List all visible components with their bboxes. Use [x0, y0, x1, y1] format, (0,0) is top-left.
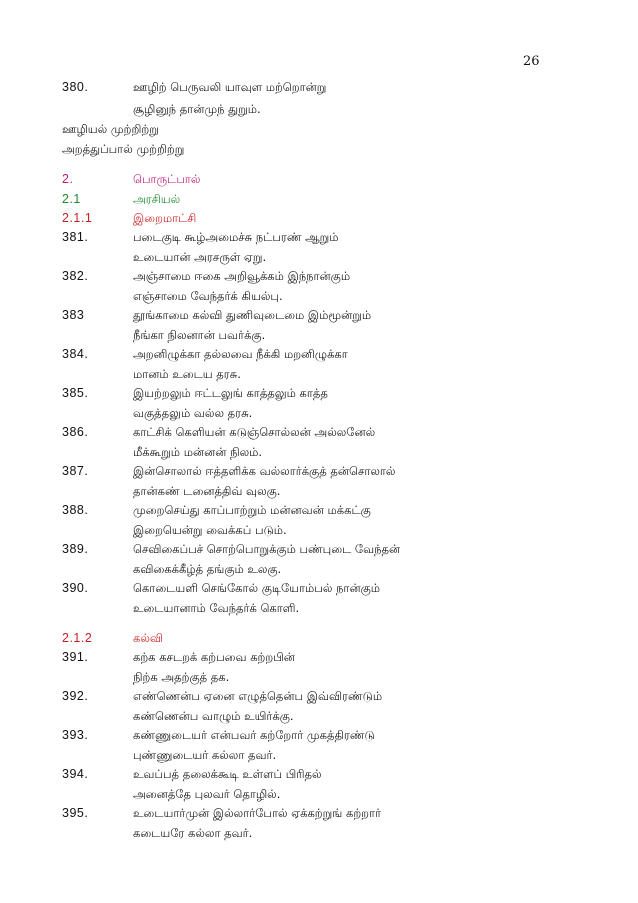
verse-number: 380. — [62, 80, 89, 94]
subsection-number: 2.1.1 — [62, 211, 93, 225]
subsection-title: இறைமாட்சி — [133, 211, 197, 225]
closing-text: அறத்துப்பால் முற்றிற்று — [62, 142, 185, 156]
verse-line-2: நீங்கா நிலனான் பவர்க்கு. — [133, 328, 266, 342]
verse-number: 382. — [62, 269, 89, 283]
verse-number: 384. — [62, 347, 89, 361]
verse-line-1: கண்ணுடையர் என்பவர் கற்றோர் முகத்திரண்டு — [133, 728, 375, 742]
verse-number: 394. — [62, 767, 89, 781]
verse-number: 393. — [62, 728, 89, 742]
chapter-title: பொருட்பால் — [133, 172, 201, 186]
verse-number: 391. — [62, 650, 89, 664]
verse-line-1: இயற்றலும் ஈட்டலுங் காத்தலும் காத்த — [133, 386, 328, 400]
verse-line-1: ஊழிற் பெருவலி யாவுள மற்றொன்று — [133, 80, 327, 94]
verse-line-1: உவப்பத் தலைக்கூடி உள்ளப் பிரிதல் — [133, 767, 322, 781]
verse-line-2: கவிகைக்கீழ்த் தங்கும் உலகு. — [133, 562, 282, 576]
closing-text: ஊழியல் முற்றிற்று — [62, 122, 159, 136]
verse-line-2: எஞ்சாமை வேந்தர்க் கியல்பு. — [133, 289, 283, 303]
verse-number: 389. — [62, 542, 89, 556]
verse-line-1: கற்க கசடறக் கற்பவை கற்றபின் — [133, 650, 295, 664]
verse-line-2: அனைத்தே புலவர் தொழில். — [133, 787, 281, 801]
verse-line-1: அறனிழுக்கா தல்லவை நீக்கி மறனிழுக்கா — [133, 347, 348, 361]
verse-line-2: கடையரே கல்லா தவர். — [133, 826, 253, 840]
verse-line-2: புண்ணுடையர் கல்லா தவர். — [133, 748, 277, 762]
verse-number: 395. — [62, 806, 89, 820]
verse-line-1: காட்சிக் கெளியன் கடுஞ்சொல்லன் அல்லனேல் — [133, 425, 376, 439]
subsection-title: கல்வி — [133, 631, 163, 645]
verse-number: 387. — [62, 464, 89, 478]
verse-line-1: முறைசெய்து காப்பாற்றும் மன்னவன் மக்கட்கு — [133, 503, 371, 517]
verse-line-1: தூங்காமை கல்வி துணிவுடைமை இம்மூன்றும் — [133, 308, 372, 322]
verse-line-2: சூழினுந் தான்முந் துறும். — [133, 102, 261, 116]
verse-line-1: கொடையளி செங்கோல் குடியோம்பல் நான்கும் — [133, 581, 380, 595]
chapter-number: 2. — [62, 172, 74, 186]
verse-number: 381. — [62, 230, 89, 244]
verse-line-2: தான்கண் டனைத்திவ் வுலகு. — [133, 484, 281, 498]
verse-line-2: உடையான் அரசருள் ஏறு. — [133, 250, 267, 264]
verse-line-2: கண்ணென்ப வாழும் உயிர்க்கு. — [133, 709, 294, 723]
verse-line-2: இறையென்று வைக்கப் படும். — [133, 523, 287, 537]
verse-line-2: வகுத்தலும் வல்ல தரசு. — [133, 406, 253, 420]
verse-line-2: உடையானாம் வேந்தர்க் கொளி. — [133, 601, 300, 615]
page-number: 26 — [523, 54, 540, 69]
section-title: அரசியல் — [133, 192, 181, 206]
verse-line-1: படைகுடி கூழ்அமைச்சு நட்பரண் ஆறும் — [133, 230, 339, 244]
verse-line-1: உடையார்முன் இல்லார்போல் ஏக்கற்றுங் கற்றார் — [133, 806, 382, 820]
verse-line-1: எண்ணென்ப ஏனை எழுத்தென்ப இவ்விரண்டும் — [133, 689, 383, 703]
verse-line-1: இன்சொலால் ஈத்தளிக்க வல்லார்க்குத் தன்சொலால் — [133, 464, 396, 478]
subsection-number: 2.1.2 — [62, 631, 93, 645]
verse-number: 386. — [62, 425, 89, 439]
verse-number: 383 — [62, 308, 85, 322]
verse-number: 390. — [62, 581, 89, 595]
verse-line-2: மீக்கூறும் மன்னன் நிலம். — [133, 445, 263, 459]
section-number: 2.1 — [62, 192, 81, 206]
verse-number: 385. — [62, 386, 89, 400]
verse-number: 388. — [62, 503, 89, 517]
verse-number: 392. — [62, 689, 89, 703]
verse-line-2: மானம் உடைய தரசு. — [133, 367, 241, 381]
verse-line-1: செவிகைப்பச் சொற்பொறுக்கும் பண்புடை வேந்தன் — [133, 542, 401, 556]
verse-line-2: நிற்க அதற்குத் தக. — [133, 670, 230, 684]
verse-line-1: அஞ்சாமை ஈகை அறிவூக்கம் இந்நான்கும் — [133, 269, 351, 283]
